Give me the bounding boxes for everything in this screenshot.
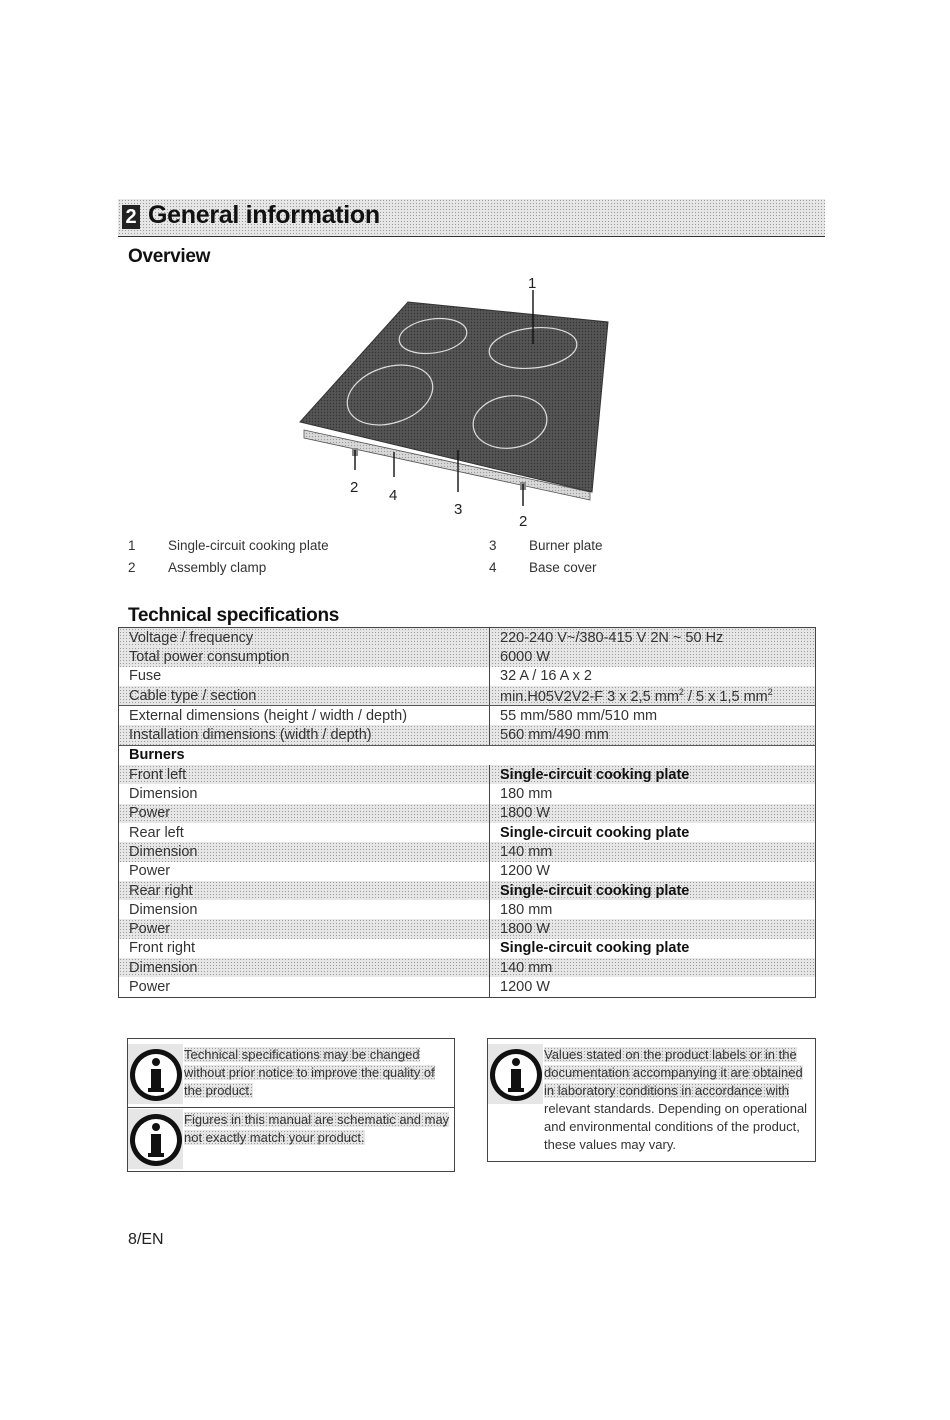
table-row: Burners — [129, 747, 185, 764]
info-icon — [128, 1044, 183, 1104]
section-header — [118, 199, 825, 237]
table-row: Dimension 180 mm — [119, 900, 816, 919]
table-row: Front right Single-circuit cooking plate — [119, 939, 816, 958]
table-row: Rear left Single-circuit cooking plate — [119, 823, 816, 842]
notes-box-right — [487, 1038, 816, 1162]
callout-2-left: 2 — [350, 479, 359, 496]
tech-specs-heading: Technical specifications — [128, 605, 340, 626]
table-row: Dimension 180 mm — [119, 784, 816, 803]
table-row: Rear right Single-circuit cooking plate — [119, 881, 816, 900]
note-figures-schematic: Figures in this manual are schematic and may not exactly match your product. — [128, 1109, 454, 1169]
table-row: Dimension 140 mm — [119, 842, 816, 861]
table-row: Power 1200 W — [119, 862, 816, 881]
info-icon — [488, 1044, 543, 1104]
table-row: External dimensions (height / width / depth) 55 mm/580 mm/510 mm — [119, 706, 816, 726]
hob-illustration — [290, 270, 620, 530]
callout-2-right: 2 — [519, 513, 528, 530]
table-row: Dimension 140 mm — [119, 958, 816, 977]
section-number: 2 — [122, 205, 140, 229]
table-row: Fuse 32 A / 16 A x 2 — [119, 667, 816, 686]
table-row: Front left Single-circuit cooking plate — [119, 765, 816, 784]
overview-heading: Overview — [128, 246, 211, 267]
callout-4: 4 — [389, 487, 398, 504]
table-row: Voltage / frequency 220-240 V~/380-415 V 2N ~ 50 Hz — [119, 628, 816, 648]
table-row: Cable type / section min.H05V2V2-F 3 x 2,5 $mm^2 / 5$ x 1,5 $mm^2$ — [119, 686, 816, 706]
table-row: Total power consumption 6000 W — [119, 647, 816, 666]
notes-box-left — [127, 1038, 455, 1172]
callout-3: 3 — [454, 501, 463, 518]
section-title: General information — [148, 201, 380, 229]
callout-1: 1 — [528, 275, 537, 292]
table-row: Power 1800 W — [119, 919, 816, 938]
spec-table — [118, 627, 816, 998]
note-values-vary: Values stated on the product labels or in the documentation accompanying it are obtained in laboratory conditions in accordance with relevant standards. Depending on operational and environmental conditions of the product, these values may vary. — [488, 1044, 815, 1160]
page-number: 8/EN — [128, 1231, 164, 1248]
note-specs-change: Technical specifications may be changed without prior notice to improve the quality of the product. — [128, 1044, 454, 1106]
info-icon — [128, 1109, 183, 1169]
table-row: Installation dimensions (width / depth) 560 mm/490 mm — [119, 725, 816, 745]
table-row: Power 1200 W — [119, 977, 816, 997]
table-row: Power 1800 W — [119, 804, 816, 823]
